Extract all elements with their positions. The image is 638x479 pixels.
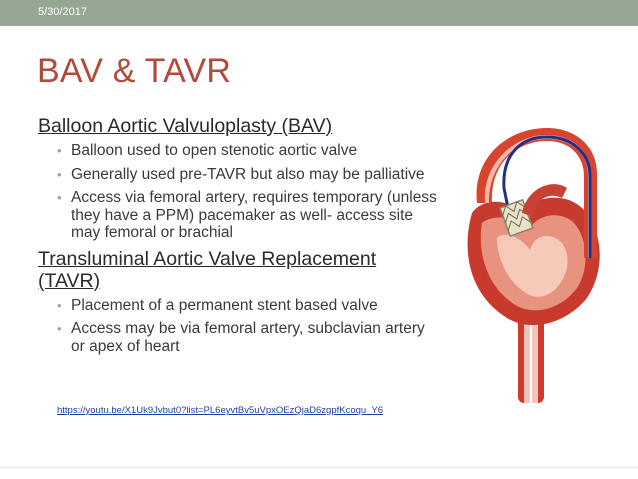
top-bar	[0, 0, 638, 26]
bullet-text: Access may be via femoral artery, subclavian artery or apex of heart	[71, 320, 425, 355]
list-item	[38, 189, 438, 242]
bullet-text: Balloon used to open stenotic aortic valve	[71, 142, 358, 159]
list-item	[38, 166, 438, 184]
bullet-icon: •	[57, 297, 62, 313]
bottom-divider	[0, 467, 638, 468]
bullet-text: Placement of a permanent stent based valve	[71, 296, 378, 314]
list-item	[38, 142, 438, 160]
section-heading-bav: Balloon Aortic Valvuloplasty (BAV)	[38, 115, 333, 137]
tavr-bullet-list	[38, 297, 438, 356]
bullet-text: Generally used pre-TAVR but also may be palliative	[71, 165, 425, 183]
bullet-icon: •	[57, 166, 62, 182]
video-link[interactable]: https://youtu.be/X1Uk9Jvbut0?list=PL6eyvtBv5uVpxOEzQjaD6zgpfKcoqu_Y6	[57, 405, 384, 416]
bullet-icon: •	[57, 321, 62, 336]
heart-tavr-icon	[452, 118, 612, 408]
bullet-icon: •	[57, 190, 62, 205]
bullet-icon: •	[57, 143, 62, 158]
bav-bullet-list	[38, 142, 438, 242]
slide-title: BAV & TAVR	[37, 52, 232, 90]
section-heading-tavr: Transluminal Aortic Valve Replacement (TAVR)	[38, 247, 377, 292]
slide-date: 5/30/2017	[38, 6, 87, 18]
list-item	[38, 320, 438, 355]
bullet-text: Access via femoral artery, requires temporary (unless they have a PPM) pacemaker as well- access site may femoral or brachial	[71, 189, 437, 241]
slide-content	[38, 115, 438, 361]
list-item	[38, 297, 438, 315]
